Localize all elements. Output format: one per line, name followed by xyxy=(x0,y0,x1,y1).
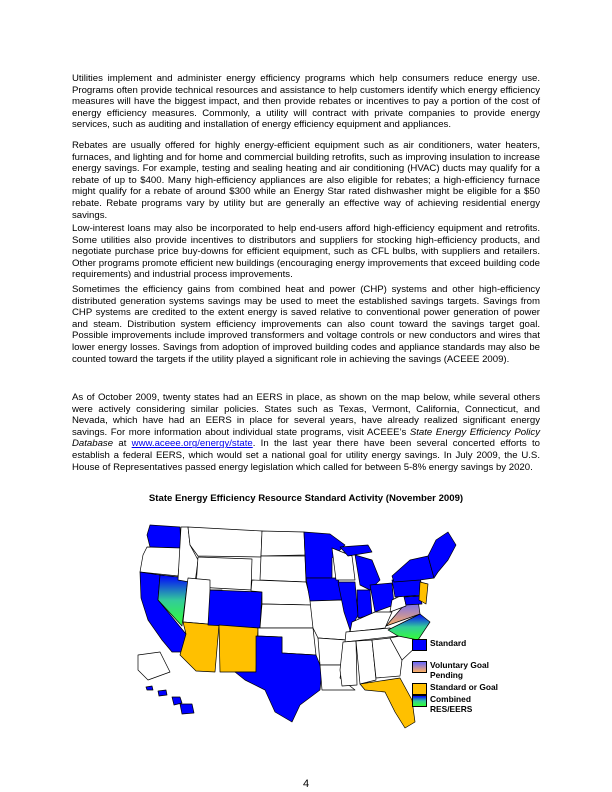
paragraph-text: As of October 2009, twenty states had an EERS in place, as shown on the map below, while several others were actively considering similar policies. States such as Texas, Vermont, California, Connecticut, and Nevada, which have had an EERS in place for several years, have already realized significant energy savings. For more information about individual state programs, visit ACEEE’s xyxy=(72,392,540,438)
state-texas xyxy=(235,636,322,722)
state-kansas xyxy=(260,604,313,628)
paragraph-text: . In the last year there have been several concerted efforts to establish a federal EERS, which would set a national goal for utility energy savings. In July 2009, the U.S. House of Representatives passed energy legislation which called for between 5-8% energy savings by 2020. xyxy=(72,438,540,473)
state-arizona xyxy=(180,622,219,672)
legend-label: Combined RES/EERS xyxy=(430,694,473,714)
state-missouri xyxy=(310,600,352,640)
state-florida xyxy=(360,678,415,728)
state-west-virginia xyxy=(390,594,406,612)
state-utah xyxy=(183,578,222,625)
state-ohio xyxy=(370,583,394,612)
swatch-standard-or-goal xyxy=(412,683,427,695)
database-title: State Energy Efficiency Policy Database xyxy=(72,426,540,450)
state-mississippi xyxy=(340,641,357,686)
state-new-york xyxy=(392,556,434,582)
state-wisconsin xyxy=(332,548,355,580)
state-nebraska xyxy=(251,580,312,605)
state-idaho xyxy=(178,527,198,583)
state-minnesota xyxy=(304,532,345,578)
state-iowa xyxy=(306,578,342,601)
legend-label: Standard xyxy=(430,638,467,648)
state-washington xyxy=(147,525,181,548)
page-number: 4 xyxy=(302,778,310,790)
legend-label: Standard or Goal xyxy=(430,682,498,692)
paragraph-chp: Sometimes the efficiency gains from combined heat and power (CHP) systems and other high-efficiency distributed generation systems savings may be used to meet the established savings targets. Savings from CHP systems are credited to the extent energy is saved relative to conventional power generation of power and steam. Distribution system efficiency improvements can also count toward the savings target goal. Possible improvements include improved transformers and voltage controls or new conductors and wires that lower energy losses. Savings from adoption of improved building codes and appliance standards may also be counted toward the targets if the utility played a significant role in achieving the savings (ACEEE 2009). xyxy=(72,284,540,365)
state-michigan-upper xyxy=(340,545,372,556)
state-oklahoma xyxy=(258,628,316,655)
state-hawaii xyxy=(146,686,194,714)
paragraph-loans: Low-interest loans may also be incorporated to help end-users afford high-efficiency equipment and retrofits. Some utilities also provide incentives to distributors and suppliers for stocking high-efficiency products, and negotiate purchase price buy-downs for efficient equipment, such as CFL bulbs, with suppliers and retailers. Other programs promote efficient new buildings (encouraging energy improvements that exceed building code requirements) and industrial process improvements. xyxy=(72,223,540,281)
paragraph-eers-status xyxy=(72,392,540,473)
state-new-mexico xyxy=(219,625,258,672)
state-south-dakota xyxy=(260,556,306,582)
map-title: State Energy Efficiency Resource Standard Activity (November 2009) xyxy=(148,493,464,504)
state-michigan xyxy=(355,555,380,590)
state-oregon xyxy=(140,547,181,576)
state-tennessee xyxy=(345,628,398,642)
state-arkansas xyxy=(318,638,346,665)
state-colorado xyxy=(208,590,262,628)
state-illinois xyxy=(338,582,358,630)
state-alaska xyxy=(138,652,170,680)
state-north-dakota xyxy=(261,531,305,556)
state-new-england xyxy=(428,532,456,578)
state-maryland xyxy=(404,596,422,605)
paragraph-rebates: Rebates are usually offered for highly energy-efficient equipment such as air conditioners, water heaters, furnaces, and lighting and for home and commercial building retrofits, such as improving insulation to increase energy savings. For example, testing and sealing heating and air conditioning (HVAC) ducts may qualify for a rebate of up to $400. Many high-efficiency appliances are also eligible for rebates; a high-efficiency furnace might qualify for a rebate of around $300 while an Energy Star rated dishwasher might be eligible for a $50 rebate. Rebate programs vary by utility but are generally an effective way of achieving residential energy savings. xyxy=(72,140,540,221)
paragraph-text: at xyxy=(113,438,132,450)
state-indiana xyxy=(357,590,372,618)
state-louisiana xyxy=(320,665,355,690)
state-montana xyxy=(188,527,262,557)
state-virginia xyxy=(386,600,420,626)
state-georgia xyxy=(372,638,402,678)
state-nevada xyxy=(158,575,188,626)
state-alabama xyxy=(356,640,376,684)
swatch-standard xyxy=(412,639,427,651)
state-wyoming xyxy=(196,557,252,590)
state-pennsylvania xyxy=(392,578,424,597)
state-california xyxy=(140,572,186,652)
aceee-state-link[interactable]: www.aceee.org/energy/state xyxy=(131,438,253,450)
state-new-jersey xyxy=(419,582,428,604)
state-north-carolina xyxy=(388,614,430,640)
legend-label: Voluntary Goal Pending xyxy=(430,660,489,680)
state-kentucky xyxy=(350,612,392,632)
swatch-combined xyxy=(412,695,427,707)
swatch-pending xyxy=(412,661,427,673)
paragraph-utilities-programs: Utilities implement and administer energy efficiency programs which help consumers reduce energy use. Programs often provide technical resources and assistance to help customers identify which energy efficiency measures will have the biggest impact, and then provide rebates or incentives to pay a portion of the cost of energy efficiency measures. Commonly, a utility will contract with private companies to provide energy services, such as auditing and installation of energy efficiency equipment and appliances. xyxy=(72,73,540,131)
